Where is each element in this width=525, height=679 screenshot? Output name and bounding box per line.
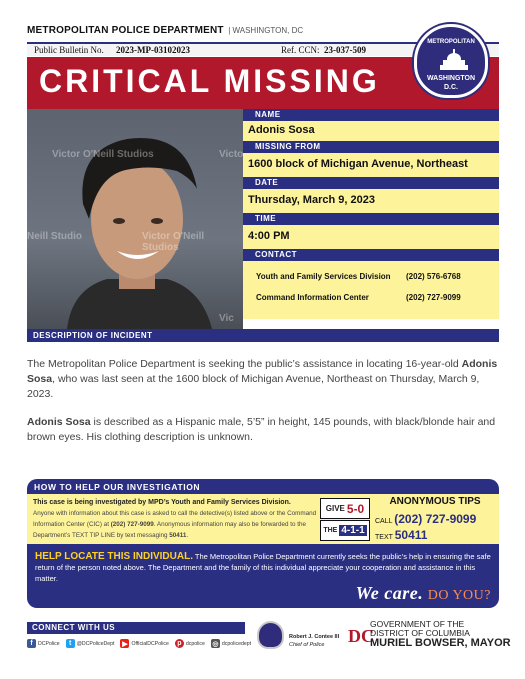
youtube-icon: ▶ [122, 640, 128, 648]
give-50-box: GIVE 5-0 [320, 498, 370, 519]
text-line: TEXT 50411 [375, 528, 428, 542]
contact-phone: (202) 576-6768 [406, 271, 461, 281]
photo-watermark: Vic [219, 313, 234, 324]
we-care-slogan: We care. DO YOU? [355, 583, 491, 603]
mayor-name: MURIEL BOWSER, MAYOR [370, 637, 511, 649]
give-50-logo [320, 498, 370, 541]
help-investigation-box [27, 479, 499, 608]
locate-message [35, 551, 493, 584]
social-links [27, 639, 251, 648]
desc-text: The Metropolitan Police Department is seeking the public’s assistance in locating 16-year-old [27, 358, 462, 370]
social-facebook[interactable]: f DCPolice [27, 639, 60, 648]
help-info-panel [27, 494, 499, 544]
contact-phone: (202) 727-9099 [406, 292, 461, 302]
bulletin-number: 2023-MP-03102023 [116, 45, 190, 55]
banner-title: CRITICAL MISSING [39, 63, 380, 99]
contact-name: Youth and Family Services Division [256, 271, 391, 281]
svg-text:DC: DC [348, 626, 374, 646]
locate-title: HELP LOCATE THIS INDIVIDUAL. [35, 551, 193, 562]
help-text: This case is being investigated by MPD’s Youth and Family Services Division. Anyone with information about this case is asked to call the detective(s) listed above or the Command Information Center (CIC) at (202) 727-9099. Anonymous information may also be forwarded to the Department’s TEXT TIP LINE by text messaging 50411. [33, 499, 317, 539]
description-header: DESCRIPTION OF INCIDENT [27, 329, 499, 342]
dc-flag-logo-icon [348, 622, 374, 648]
missing-from-label: MISSING FROM [243, 141, 499, 153]
portrait-image [27, 109, 243, 329]
contact-row [256, 261, 499, 285]
text-number: 50411 [394, 528, 428, 542]
social-youtube[interactable]: ▶ OfficialDCPolice [122, 640, 169, 648]
cic-phone: (202) 727-9099 [110, 521, 154, 528]
help-body-2: . Anonymous information may also be forwarded to the Department’s TEXT TIP LINE by text messaging [33, 521, 307, 539]
date-label: DATE [243, 177, 499, 189]
facebook-icon: f [27, 639, 36, 648]
capitol-icon [437, 49, 471, 71]
gov-line-1: GOVERNMENT OF THE [370, 619, 465, 629]
help-header: HOW TO HELP OUR INVESTIGATION [34, 482, 201, 492]
contact-row [256, 285, 499, 309]
photo-watermark: Victo [219, 149, 244, 160]
badge-text-dc: D.C. [444, 84, 458, 91]
instagram-icon: ◎ [212, 640, 219, 648]
police-badge-small-icon [257, 621, 284, 649]
time-label: TIME [243, 213, 499, 225]
name-label: NAME [243, 109, 499, 121]
locate-text: The Metropolitan Police Department currently seeks the public’s help in ensuring the safe return of the person noted above. The Department and the family of this individual appreciate your cooperation and assistance in this matter. [35, 552, 491, 583]
date-value: Thursday, March 9, 2023 [243, 189, 499, 213]
contact-label: CONTACT [243, 249, 499, 261]
help-lead: This case is being investigated by MPD’s Youth and Family Services Division. [33, 499, 291, 506]
dc-government-block [370, 620, 511, 650]
info-panel [243, 109, 499, 319]
the-411-box: THE 4-1-1 [320, 520, 370, 541]
department-name: METROPOLITAN POLICE DEPARTMENT [27, 25, 224, 36]
social-twitter[interactable]: t @DCPoliceDept [66, 639, 115, 648]
badge-text-bottom: WASHINGTON [426, 75, 476, 82]
photo-watermark: Victor O'Neill Studios [52, 149, 154, 160]
missing-person-photo [27, 109, 243, 329]
help-body: Anyone with information about this case is asked to call the detective(s) listed above or the Command Information Center (CIC) at [33, 510, 317, 528]
contact-name: Command Information Center [256, 292, 369, 302]
name-value: Adonis Sosa [243, 121, 499, 141]
anon-title: ANONYMOUS TIPS [389, 496, 481, 507]
chief-signature [289, 633, 339, 649]
pinterest-icon: p [175, 639, 184, 648]
time-value: 4:00 PM [243, 225, 499, 249]
chief-title: Chief of Police [289, 642, 325, 648]
description-paragraph-1 [27, 357, 499, 402]
connect-header: CONNECT WITH US [27, 622, 245, 634]
photo-watermark: Victor O'Neill Studios [142, 231, 205, 253]
desc-text: is described as a Hispanic male, 5’5” in height, 145 pounds, with black/blonde hair and brown eyes. His clothing description is unknown. [27, 416, 496, 443]
bulletin-label: Public Bulletin No. [34, 45, 104, 55]
missing-from-value: 1600 block of Michigan Avenue, Northeast [243, 153, 499, 177]
department-location: | WASHINGTON, DC [228, 26, 304, 35]
social-pinterest[interactable]: p dcpolice [175, 639, 205, 648]
call-line: CALL (202) 727-9099 [375, 512, 477, 526]
person-name: Adonis Sosa [27, 416, 91, 428]
text-code: 50411 [169, 532, 187, 539]
police-badge-logo [414, 24, 488, 98]
badge-text-top: METROPOLITAN [427, 39, 475, 45]
photo-watermark: Neill Studio [27, 231, 82, 242]
contact-list [243, 261, 499, 319]
twitter-icon: t [66, 639, 75, 648]
anonymous-tips [375, 496, 495, 542]
do-you-text: DO YOU? [427, 588, 491, 603]
ccn-number: 23-037-509 [324, 45, 366, 55]
gov-line-2: DISTRICT OF COLUMBIA [370, 627, 470, 638]
call-number: (202) 727-9099 [394, 512, 477, 526]
person-name: Adonis Sosa [27, 358, 498, 385]
social-instagram[interactable]: ◎ dcpolicedept [212, 640, 252, 648]
ccn-label: Ref. CCN: [281, 45, 320, 55]
description-paragraph-2 [27, 415, 499, 445]
chief-name: Robert J. Contee III [289, 634, 340, 640]
desc-text: , who was last seen at the 1600 block of Michigan Avenue, Northeast on Thursday, March 9, 2023. [27, 373, 480, 400]
